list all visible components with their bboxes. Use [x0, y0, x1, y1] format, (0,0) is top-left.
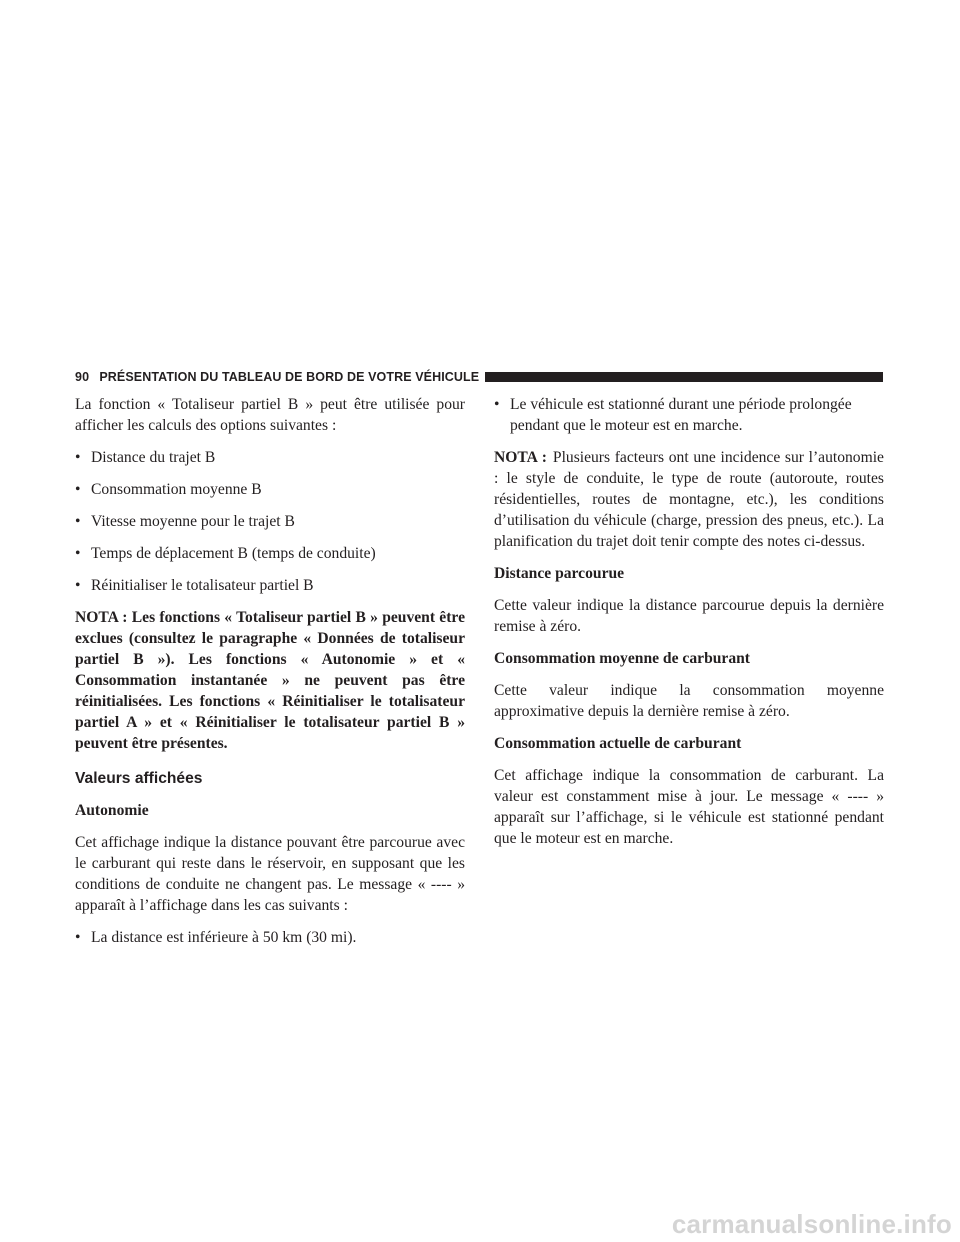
page-number: 90 [75, 370, 90, 384]
subheading-conso-moyenne: Consommation moyenne de carburant [494, 650, 750, 667]
section-heading: Valeurs affichées [75, 770, 203, 787]
list-item-text: La distance est inférieure à 50 km (30 mi). [91, 929, 357, 946]
nota-label: NOTA : [494, 449, 547, 466]
bullet-icon: • [75, 929, 81, 946]
list-item-text: Le véhicule est stationné durant une période prolongée pendant que le moteur est en marche. [510, 396, 852, 434]
header-rule [485, 372, 883, 382]
page-header [75, 366, 883, 388]
bullet-icon: • [75, 481, 81, 498]
autonomie-paragraph: Cet affichage indique la distance pouvant être parcourue avec le carburant qui reste dans le réservoir, en supposant que les conditions de conduite ne changent pas. Le message « ---- » apparaît à l’affichage dans les cas suivants : [75, 834, 465, 914]
list-item-text: Réinitialiser le totalisateur partiel B [91, 577, 314, 594]
nota-paragraph [494, 447, 884, 552]
bullet-icon: • [75, 545, 81, 562]
list-item-text: Temps de déplacement B (temps de conduite) [91, 545, 376, 562]
bullet-icon: • [75, 449, 81, 466]
distance-paragraph: Cette valeur indique la distance parcourue depuis la dernière remise à zéro. [494, 597, 884, 635]
conso-actuelle-paragraph: Cet affichage indique la consommation de carburant. La valeur est constamment mise à jour. Le message « ---- » apparaît sur l’affichage, si le véhicule est stationné pendant que le moteur est en marche. [494, 767, 884, 847]
right-column [494, 394, 884, 860]
list-item [75, 543, 465, 564]
conso-moyenne-paragraph: Cette valeur indique la consommation moyenne approximative depuis la dernière remise à zéro. [494, 682, 884, 720]
list-item [75, 447, 465, 468]
nota-text: Plusieurs facteurs ont une incidence sur l’autonomie : le style de conduite, le type de route (autoroute, routes résidentielles, routes de montagne, etc.), les conditions d’utilisation du véhicule (charge, pression des pneus, etc.). La planification du trajet doit tenir compte des notes ci-dessus. [494, 449, 884, 550]
subheading-conso-actuelle: Consommation actuelle de carburant [494, 735, 742, 752]
watermark: carmanualsonline.info [671, 1209, 952, 1239]
subheading-distance: Distance parcourue [494, 565, 625, 582]
list-item [75, 927, 465, 948]
list-item [75, 575, 465, 596]
running-title: PRÉSENTATION DU TABLEAU DE BORD DE VOTRE VÉHICULE [99, 370, 480, 384]
list-item-text: Vitesse moyenne pour le trajet B [91, 513, 295, 530]
bullet-icon: • [494, 396, 500, 413]
list-item [75, 479, 465, 500]
list-item [494, 394, 884, 436]
left-column [75, 394, 465, 959]
subheading-autonomie: Autonomie [75, 802, 149, 819]
list-item-text: Consommation moyenne B [91, 481, 262, 498]
intro-paragraph: La fonction « Totaliseur partiel B » peut être utilisée pour afficher les calculs des options suivantes : [75, 396, 465, 434]
list-item-text: Distance du trajet B [91, 449, 216, 466]
bullet-icon: • [75, 577, 81, 594]
list-item [75, 511, 465, 532]
note-paragraph: NOTA : Les fonctions « Totaliseur partiel B » peuvent être exclues (consultez le paragraphe « Données de totaliseur partiel B »). Les fonctions « Autonomie » et « Consommation instantanée » ne peuvent pas être réinitialisées. Les fonctions « Réinitialiser le totalisateur partiel A » et « Réinitialiser le totalisateur partiel B » peuvent être présentes. [75, 609, 465, 752]
bullet-icon: • [75, 513, 81, 530]
